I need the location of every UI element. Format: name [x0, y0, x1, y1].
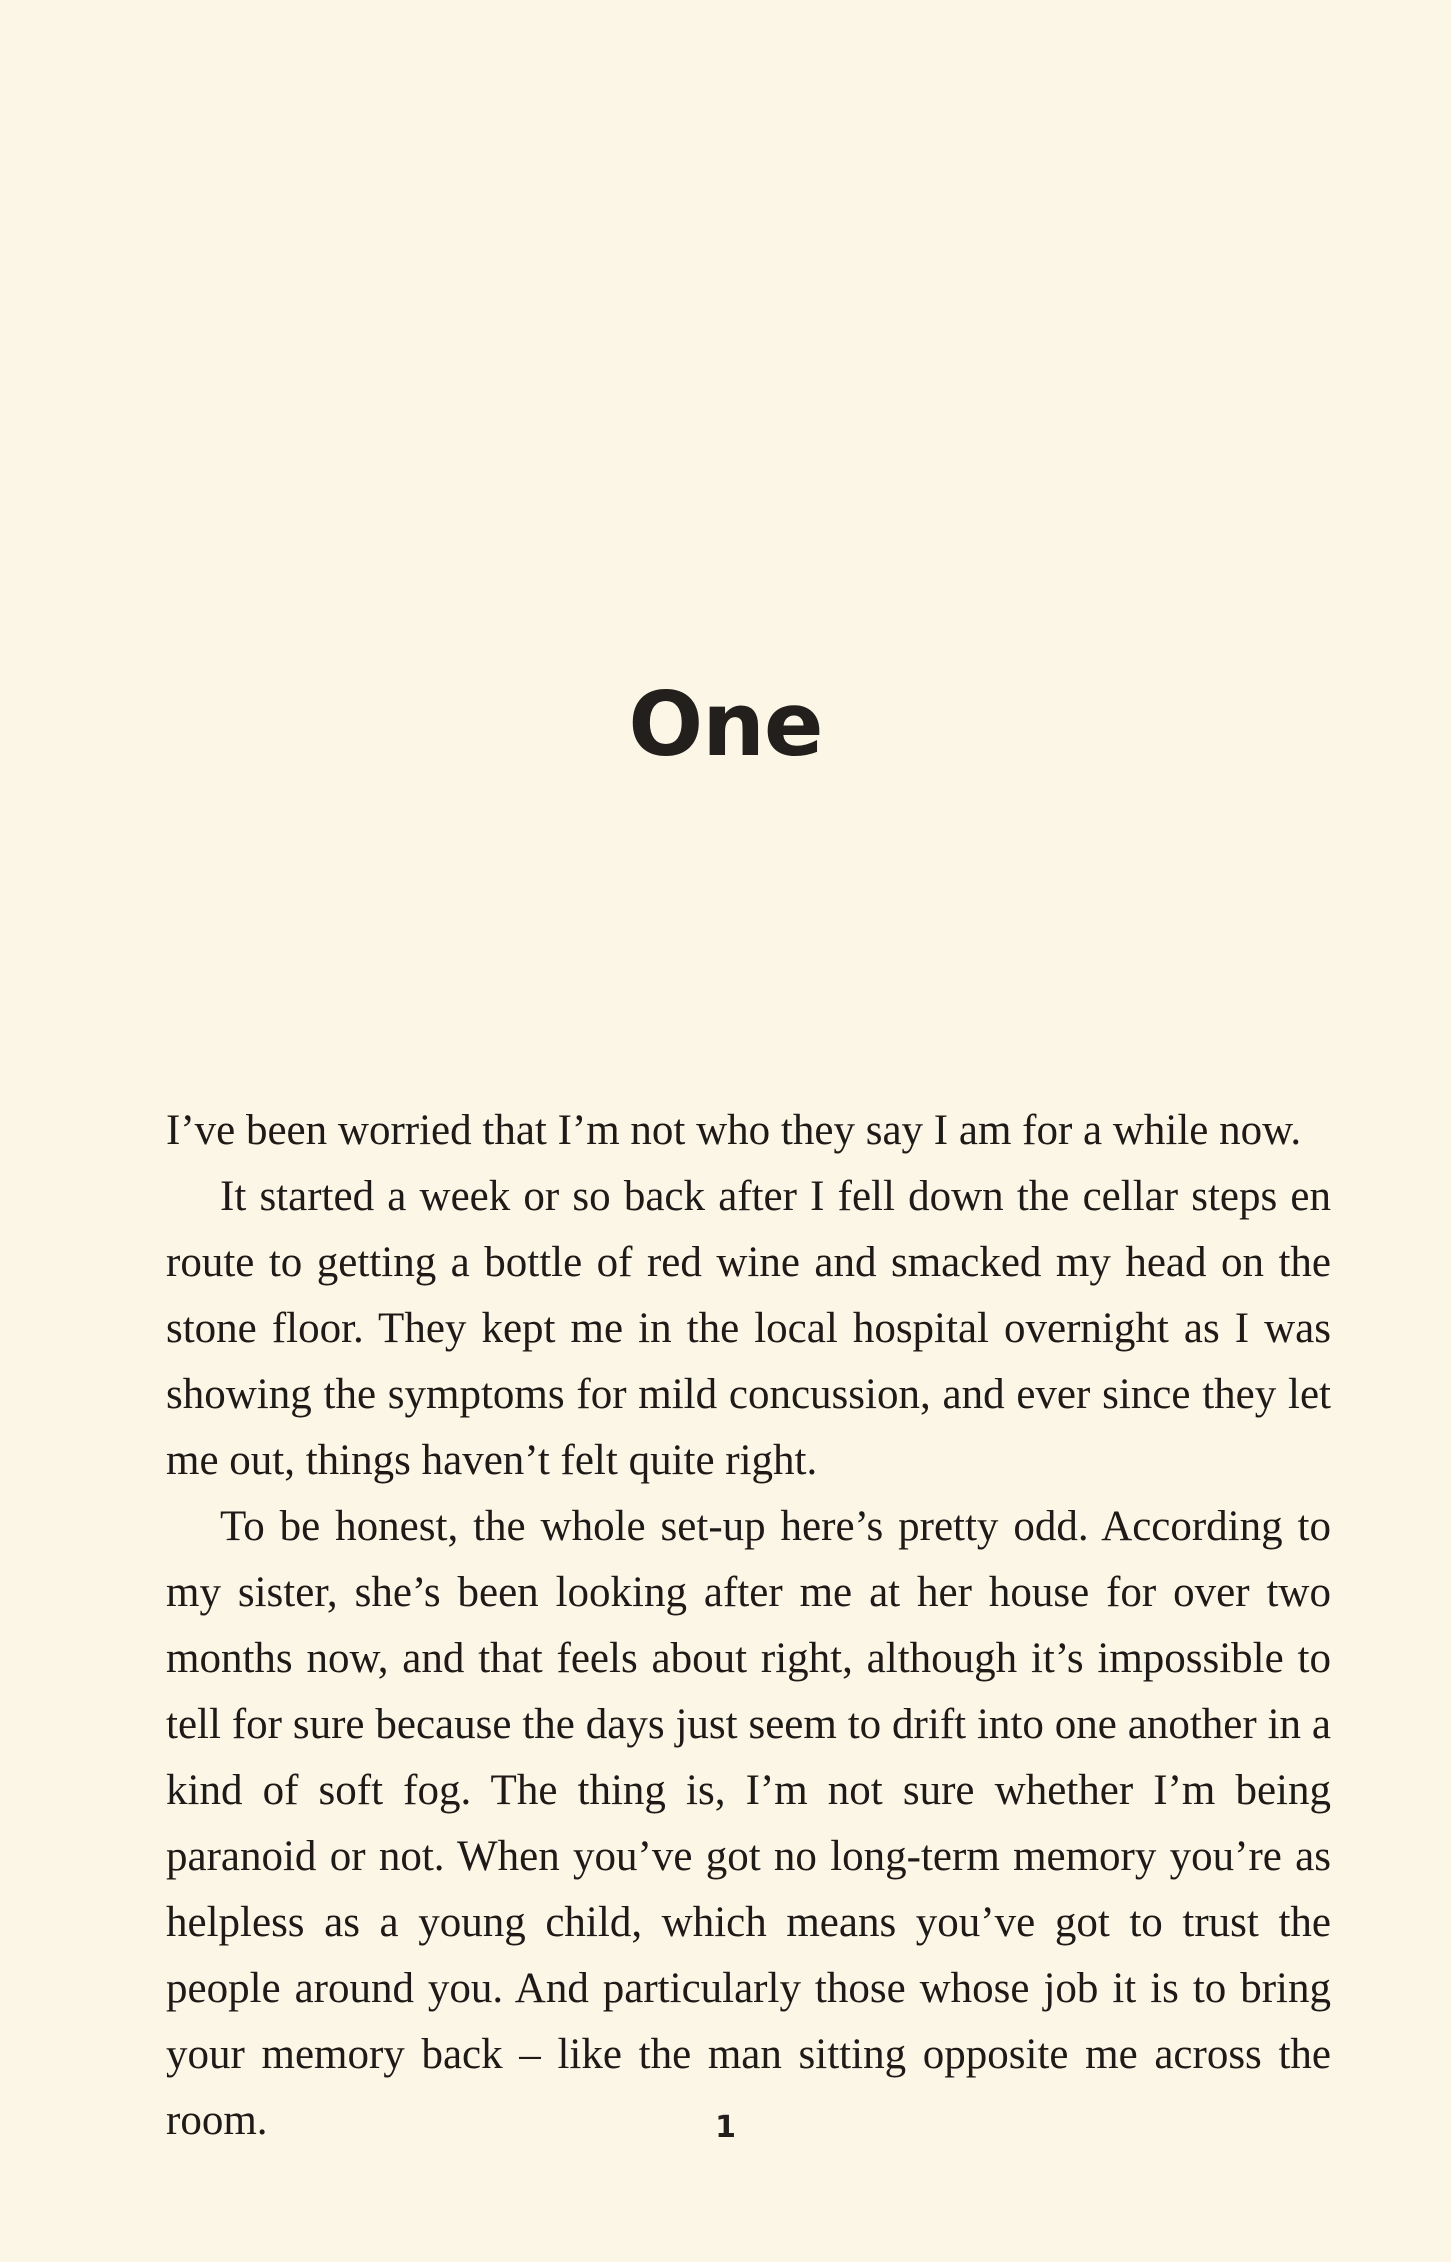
paragraph-2: It started a week or so back after I fell down the cellar steps en route to getting a bottle of red wine and smacked my head on the stone floor. They kept me in the local hospital overnight as I was showing the symptoms for mild concussion, and ever since they let me out, things haven’t felt quite right. [166, 1173, 1331, 1484]
page-number: 1 [715, 2110, 736, 2145]
chapter-body [166, 1098, 1331, 2154]
paragraph-3: To be honest, the whole set-up here’s pretty odd. According to my sister, she’s been looking after me at her house for over two months now, and that feels about right, although it’s impossible to tell for sure because the days just seem to drift into one another in a kind of soft fog. The thing is, I’m not sure whether I’m being paranoid or not. When you’ve got no long-term memory you’re as helpless as a young child, which means you’ve got to trust the people around you. And particularly those whose job it is to bring your memory back – like the man sitting opposite me across the room. [166, 1503, 1331, 2144]
paragraph-1: I’ve been worried that I’m not who they say I am for a while now. [166, 1107, 1302, 1154]
chapter-title: One [628, 673, 823, 776]
